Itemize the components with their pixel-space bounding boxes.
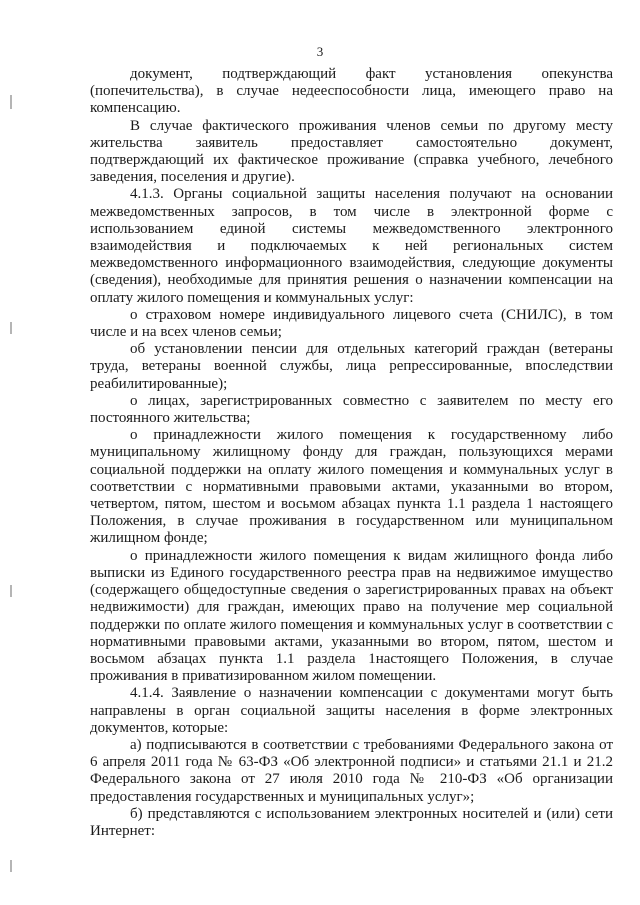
paragraph-4-1-3: 4.1.3. Органы социальной защиты населения получают на основании межведомственных запросов, в том числе в электронной форме с использованием единой системы межведомственного электронного взаимодействия и подключаемых к ней региональных систем межведомственного информационного взаимодействия, следующие документы (сведения), необходимые для принятия решения о назначении компенсации на оплату жилого помещения и коммунальных услуг: xyxy=(90,186,613,306)
paragraph-pension: об установлении пенсии для отдельных категорий граждан (ветераны труда, ветераны военной службы, лица репрессированные, впоследствии реабилитированные); xyxy=(90,341,613,392)
paragraph-snils: о страховом номере индивидуального лицевого счета (СНИЛС), в том числе и на всех членов семьи; xyxy=(90,306,613,341)
page-number: 3 xyxy=(316,44,324,59)
paragraph-family-residence: В случае фактического проживания членов семьи по другому месту жительства заявитель предоставляет самостоятельно документ, подтверждающий их фактическое проживание (справка учебного, лечебного заведения, поселения и другие). xyxy=(90,117,613,186)
scan-margin-mark xyxy=(10,95,12,109)
paragraph-housing-type: о принадлежности жилого помещения к видам жилищного фонда либо выписки из Единого государственного реестра прав на недвижимое имущество (содержащего общедоступные сведения о зарегистрированных правах на объект недвижимости) для граждан, имеющих право на получение мер социальной поддержки по оплате жилого помещения и коммунальных услуг в соответствии с нормативными правовыми актами, указанными во втором, пятом, шестом и восьмом абзацах пункта 1.1 раздела 1настоящего Положения, в случае проживания в приватизированном жилом помещении. xyxy=(90,547,613,685)
scan-margin-mark xyxy=(10,860,12,872)
paragraph-state-housing: о принадлежности жилого помещения к государственному либо муниципальному жилищному фонду для граждан, пользующихся мерами социальной поддержки на оплату жилого помещения и коммунальных услуг в соответствии с нормативными правовыми актами, указанными во втором, четвертом, пятом, шестом и восьмом абзацах пункта 1.1 раздела 1 настоящего Положения, в случае проживания в государственном или муниципальном жилищном фонде; xyxy=(90,427,613,547)
scan-margin-mark xyxy=(10,585,12,597)
paragraph-guardianship-document: документ, подтверждающий факт установления опекунства (попечительства), в случае недееспособности лица, имеющего право на компенсацию. xyxy=(90,66,613,117)
paragraph-4-1-4: 4.1.4. Заявление о назначении компенсации с документами могут быть направлены в орган социальной защиты населения в форме электронных документов, которые: xyxy=(90,685,613,736)
scan-margin-mark xyxy=(10,322,12,334)
document-body xyxy=(90,66,613,840)
paragraph-item-b: б) представляются с использованием электронных носителей и (или) сети Интернет: xyxy=(90,805,613,839)
paragraph-item-a: а) подписываются в соответствии с требованиями Федерального закона от 6 апреля 2011 года № 63-ФЗ «Об электронной подписи» и статьями 21.1 и 21.2 Федерального закона от 27 июля 2010 года № 210-ФЗ «Об организации предоставления государственных и муниципальных услуг»; xyxy=(90,736,613,805)
paragraph-registered-persons: о лицах, зарегистрированных совместно с заявителем по месту его постоянного жительства; xyxy=(90,392,613,427)
